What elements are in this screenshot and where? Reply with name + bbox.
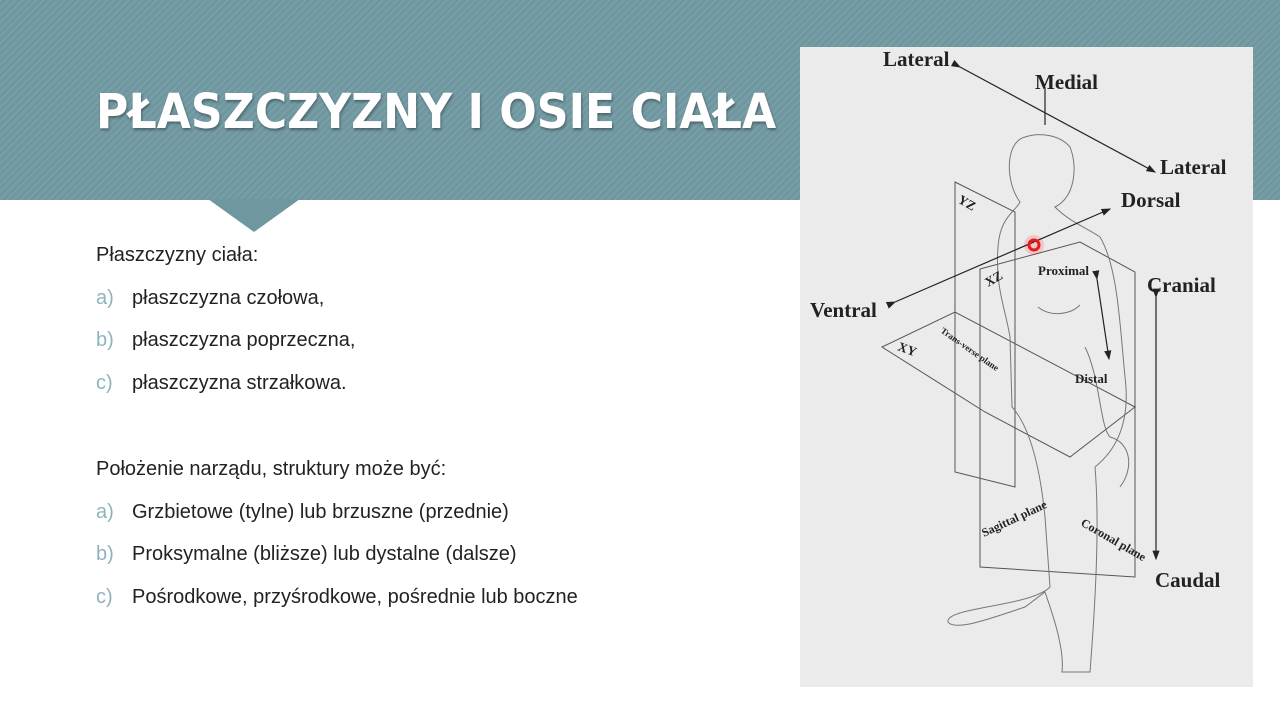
sagittal-plane-yz xyxy=(955,182,1015,487)
list-text: płaszczyzna czołowa, xyxy=(132,286,325,309)
list-marker: c) xyxy=(96,585,113,608)
label-lateral-right: Lateral xyxy=(1160,155,1227,179)
list-item xyxy=(96,325,578,368)
proximal-distal-axis xyxy=(1097,279,1109,359)
label-lateral-left: Lateral xyxy=(883,47,950,71)
label-coronal: Coronal plane xyxy=(1078,515,1149,564)
list-item xyxy=(96,582,578,625)
label-medial: Medial xyxy=(1035,70,1098,94)
label-xy: XY xyxy=(895,338,919,360)
list-text: Proksymalne (bliższe) lub dystalne (dalsze) xyxy=(132,543,517,565)
label-sagittal: Sagittal plane xyxy=(979,497,1050,540)
anatomy-diagram xyxy=(800,47,1253,687)
label-ventral: Ventral xyxy=(810,298,877,322)
label-yz: YZ xyxy=(955,191,979,214)
section-heading: Położenie narządu, struktury może być: xyxy=(96,458,447,480)
label-caudal: Caudal xyxy=(1155,568,1221,592)
label-distal: Distal xyxy=(1075,371,1108,386)
label-proximal: Proximal xyxy=(1038,263,1090,278)
list-marker: a) xyxy=(96,500,114,523)
anatomy-planes-figure xyxy=(800,47,1253,687)
list-marker: b) xyxy=(96,543,114,565)
list-item xyxy=(96,539,578,582)
ventral-dorsal-axis xyxy=(895,209,1110,302)
label-xz: XZ xyxy=(982,267,1006,290)
list-item xyxy=(96,283,578,326)
list-text: płaszczyzna strzałkowa. xyxy=(132,371,347,394)
label-dorsal: Dorsal xyxy=(1121,188,1181,212)
list-text: Grzbietowe (tylne) lub brzuszne (przednie) xyxy=(132,500,509,523)
slide-content xyxy=(96,240,578,624)
list-text: Pośrodkowe, przyśrodkowe, pośrednie lub boczne xyxy=(132,585,578,608)
list-marker: c) xyxy=(96,371,113,394)
list-marker: b) xyxy=(96,329,114,351)
list-item xyxy=(96,368,578,411)
label-cranial: Cranial xyxy=(1147,273,1216,297)
section-heading: Płaszczyzny ciała: xyxy=(96,244,259,266)
list-item xyxy=(96,497,578,540)
slide-title: PŁASZCZYZNY I OSIE CIAŁA xyxy=(96,84,777,140)
list-text: płaszczyzna poprzeczna, xyxy=(132,329,356,351)
list-marker: a) xyxy=(96,286,114,309)
label-transverse: Trans-verse plane xyxy=(938,325,1001,373)
